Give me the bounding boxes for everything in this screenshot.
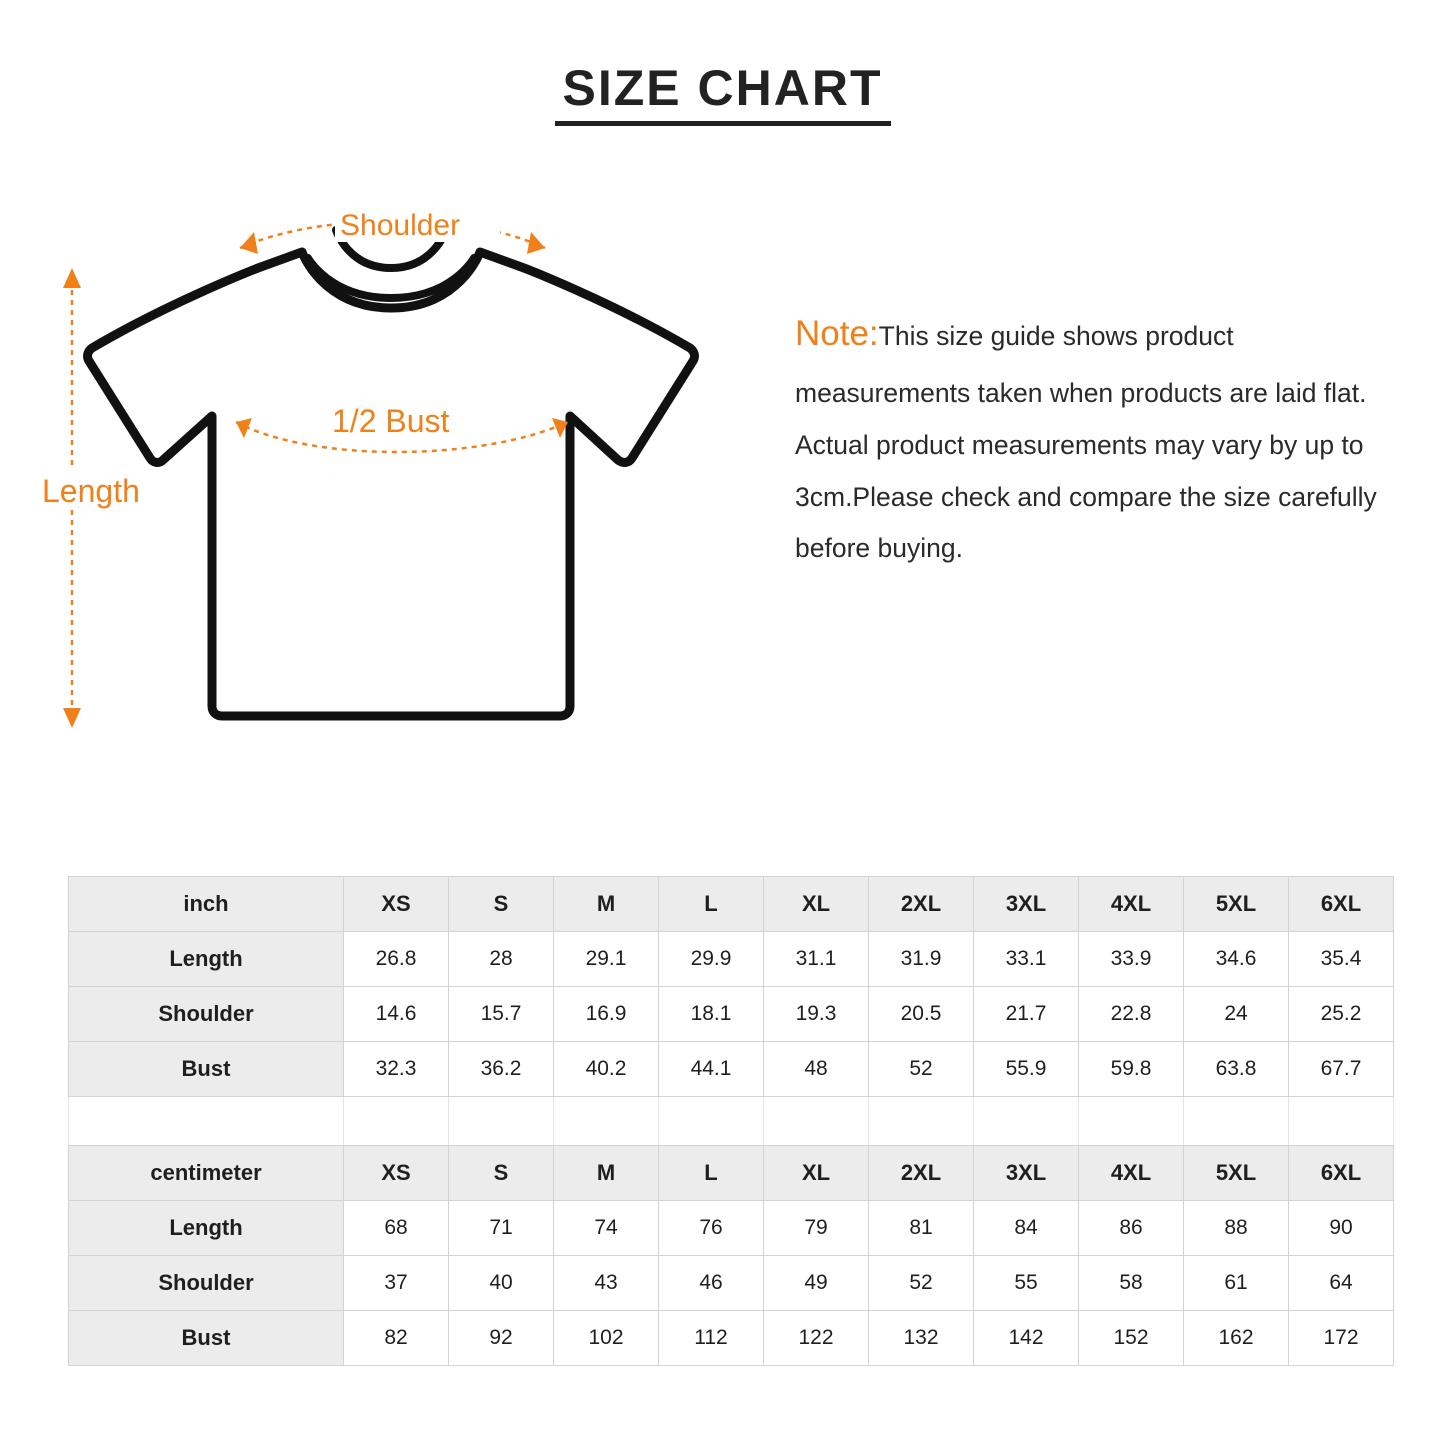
table-cell: 34.6 — [1184, 932, 1289, 987]
table-cell: 172 — [1289, 1311, 1394, 1366]
table-cell: 29.1 — [554, 932, 659, 987]
table-cell: 102 — [554, 1311, 659, 1366]
row-label: Bust — [69, 1042, 344, 1097]
table-row — [69, 1256, 1394, 1311]
size-table-inch — [68, 876, 1394, 1097]
page-title: SIZE CHART — [555, 62, 891, 126]
table-cell: 132 — [869, 1311, 974, 1366]
size-header: L — [659, 1146, 764, 1201]
table-cell: 79 — [764, 1201, 869, 1256]
separator-cell — [974, 1097, 1079, 1145]
size-header: 3XL — [974, 877, 1079, 932]
table-row — [69, 1042, 1394, 1097]
table-cell: 21.7 — [974, 987, 1079, 1042]
table-cell: 71 — [449, 1201, 554, 1256]
size-header: XS — [344, 1146, 449, 1201]
size-header: 2XL — [869, 877, 974, 932]
row-label: Length — [69, 932, 344, 987]
size-tables — [68, 876, 1362, 1366]
table-cell: 36.2 — [449, 1042, 554, 1097]
table-cell: 26.8 — [344, 932, 449, 987]
diagram-and-note-section — [0, 190, 1445, 790]
separator-cell — [69, 1097, 344, 1145]
table-cell: 68 — [344, 1201, 449, 1256]
size-header: XL — [764, 877, 869, 932]
separator-cell — [449, 1097, 554, 1145]
table-row — [69, 932, 1394, 987]
table-cell: 44.1 — [659, 1042, 764, 1097]
size-header: 5XL — [1184, 877, 1289, 932]
table-cell: 29.9 — [659, 932, 764, 987]
table-cell: 16.9 — [554, 987, 659, 1042]
table-cell: 22.8 — [1079, 987, 1184, 1042]
table-cell: 162 — [1184, 1311, 1289, 1366]
table-cell: 14.6 — [344, 987, 449, 1042]
table-cell: 24 — [1184, 987, 1289, 1042]
table-cell: 152 — [1079, 1311, 1184, 1366]
shoulder-label: Shoulder — [340, 209, 461, 242]
bust-label: 1/2 Bust — [332, 403, 450, 439]
table-cell: 32.3 — [344, 1042, 449, 1097]
size-header: 5XL — [1184, 1146, 1289, 1201]
table-separator — [68, 1097, 1358, 1145]
separator-cell — [659, 1097, 764, 1145]
length-label: Length — [42, 473, 140, 509]
tshirt-diagram — [40, 190, 760, 760]
separator-cell — [869, 1097, 974, 1145]
table-cell: 88 — [1184, 1201, 1289, 1256]
table-cell: 40.2 — [554, 1042, 659, 1097]
table-cell: 46 — [659, 1256, 764, 1311]
table-cell: 52 — [869, 1256, 974, 1311]
table-row — [69, 1201, 1394, 1256]
table-cell: 33.9 — [1079, 932, 1184, 987]
table-cell: 31.9 — [869, 932, 974, 987]
table-cell: 49 — [764, 1256, 869, 1311]
table-cell: 122 — [764, 1311, 869, 1366]
table-row — [69, 987, 1394, 1042]
table-cell: 64 — [1289, 1256, 1394, 1311]
row-label: Length — [69, 1201, 344, 1256]
table-header-row — [69, 1146, 1394, 1201]
row-label: Shoulder — [69, 1256, 344, 1311]
size-header: M — [554, 1146, 659, 1201]
size-header: M — [554, 877, 659, 932]
table-cell: 67.7 — [1289, 1042, 1394, 1097]
table-cell: 112 — [659, 1311, 764, 1366]
table-cell: 81 — [869, 1201, 974, 1256]
table-cell: 74 — [554, 1201, 659, 1256]
unit-label-inch: inch — [69, 877, 344, 932]
table-cell: 58 — [1079, 1256, 1184, 1311]
separator-cell — [554, 1097, 659, 1145]
separator-cell — [1184, 1097, 1289, 1145]
table-cell: 31.1 — [764, 932, 869, 987]
size-header: XL — [764, 1146, 869, 1201]
size-header: 4XL — [1079, 877, 1184, 932]
table-cell: 25.2 — [1289, 987, 1394, 1042]
separator-cell — [1289, 1097, 1394, 1145]
table-cell: 55 — [974, 1256, 1079, 1311]
size-header: L — [659, 877, 764, 932]
row-label: Bust — [69, 1311, 344, 1366]
table-cell: 40 — [449, 1256, 554, 1311]
table-cell: 92 — [449, 1311, 554, 1366]
row-label: Shoulder — [69, 987, 344, 1042]
note-text — [795, 300, 1385, 575]
size-header: 4XL — [1079, 1146, 1184, 1201]
size-header: 3XL — [974, 1146, 1079, 1201]
size-header: 2XL — [869, 1146, 974, 1201]
table-cell: 18.1 — [659, 987, 764, 1042]
table-cell: 59.8 — [1079, 1042, 1184, 1097]
table-cell: 43 — [554, 1256, 659, 1311]
separator-cell — [1079, 1097, 1184, 1145]
unit-label-centimeter: centimeter — [69, 1146, 344, 1201]
table-cell: 76 — [659, 1201, 764, 1256]
separator-cell — [344, 1097, 449, 1145]
table-cell: 84 — [974, 1201, 1079, 1256]
table-cell: 86 — [1079, 1201, 1184, 1256]
size-header: XS — [344, 877, 449, 932]
size-header: 6XL — [1289, 1146, 1394, 1201]
size-header: S — [449, 1146, 554, 1201]
table-cell: 63.8 — [1184, 1042, 1289, 1097]
table-row — [69, 1311, 1394, 1366]
table-cell: 28 — [449, 932, 554, 987]
note-body: This size guide shows product measurements taken when products are laid flat. Actual product measurements may vary by up to 3cm.Please check and compare the size carefully before buying. — [795, 321, 1377, 564]
table-cell: 90 — [1289, 1201, 1394, 1256]
note-label: Note: — [795, 314, 879, 353]
table-cell: 33.1 — [974, 932, 1079, 987]
table-cell: 37 — [344, 1256, 449, 1311]
table-cell: 82 — [344, 1311, 449, 1366]
page-title-container — [0, 0, 1445, 126]
table-cell: 19.3 — [764, 987, 869, 1042]
table-cell: 35.4 — [1289, 932, 1394, 987]
size-header: 6XL — [1289, 877, 1394, 932]
table-cell: 55.9 — [974, 1042, 1079, 1097]
table-cell: 15.7 — [449, 987, 554, 1042]
table-cell: 20.5 — [869, 987, 974, 1042]
separator-cell — [764, 1097, 869, 1145]
size-header: S — [449, 877, 554, 932]
size-table-centimeter — [68, 1145, 1394, 1366]
table-cell: 142 — [974, 1311, 1079, 1366]
table-cell: 61 — [1184, 1256, 1289, 1311]
table-header-row — [69, 877, 1394, 932]
table-cell: 52 — [869, 1042, 974, 1097]
table-cell: 48 — [764, 1042, 869, 1097]
